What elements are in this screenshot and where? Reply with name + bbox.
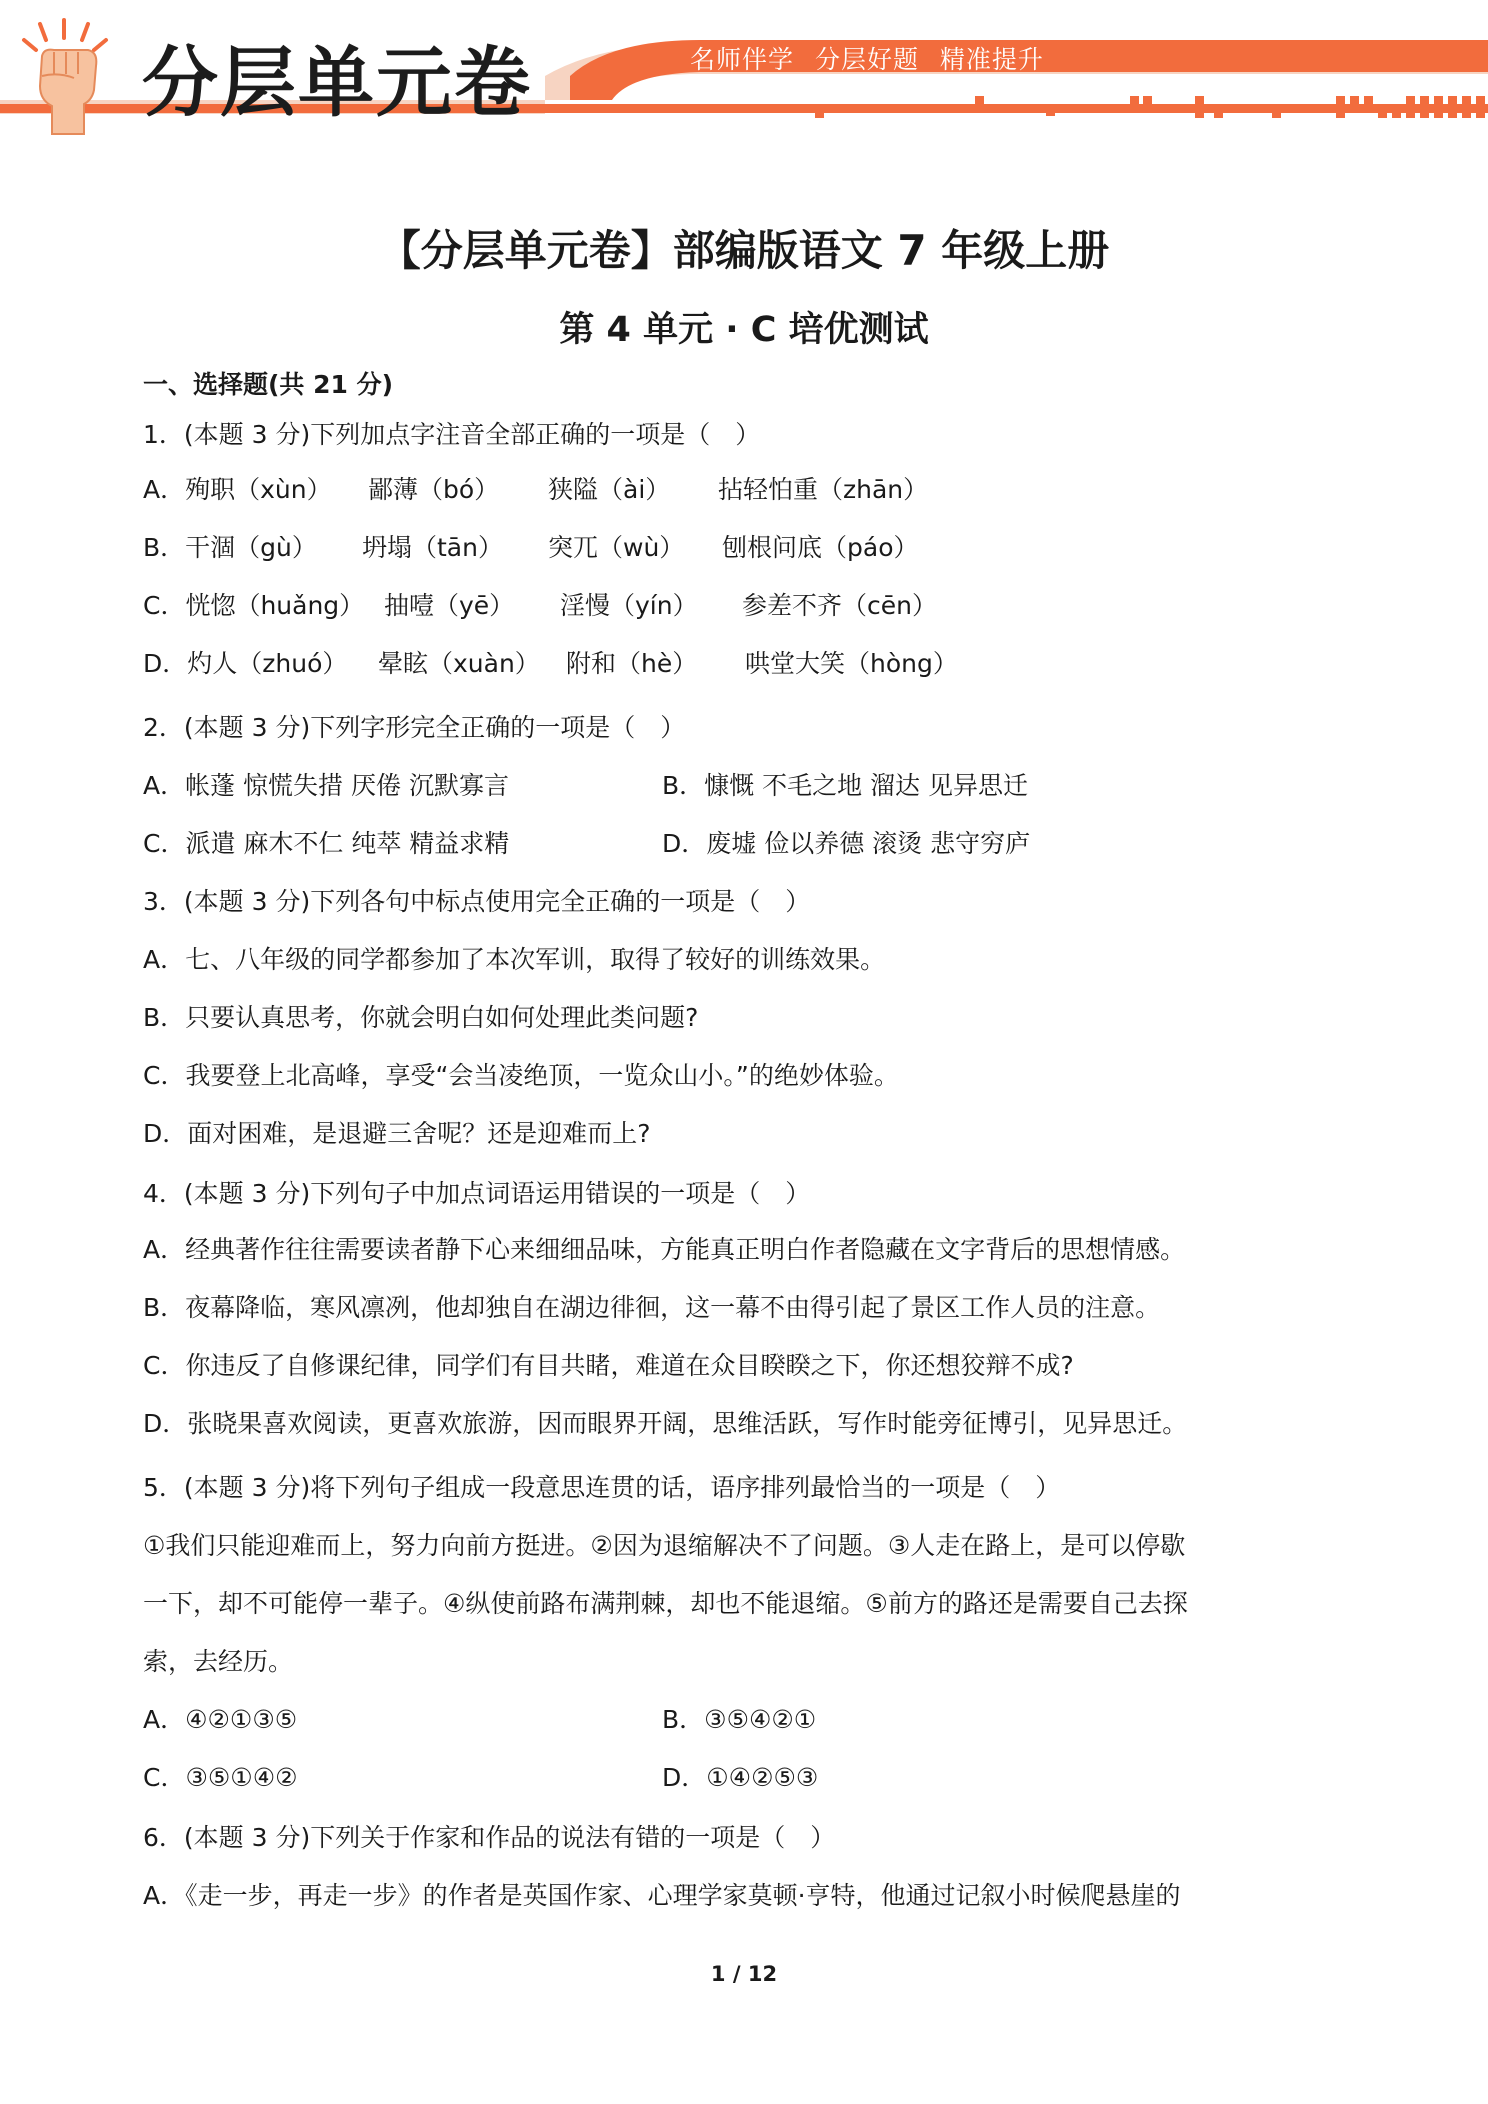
q3-option-d: D．面对困难，是退避三舍呢？还是迎难而上? bbox=[143, 1119, 651, 1148]
question-4-stem: 4．(本题 3 分)下列句子中加点词语运用错误的一项是（ ） bbox=[143, 1179, 811, 1208]
question-5-stem: 5．(本题 3 分)将下列句子组成一段意思连贯的话，语序排列最恰当的一项是（ ） bbox=[143, 1473, 1061, 1502]
q4-option-a: A．经典著作往往需要读者静下心来细细品味，方能真正明白作者隐藏在文字背后的思想情感。 bbox=[143, 1235, 1186, 1264]
q1-option-a-1: A．殉职（xùn） bbox=[143, 475, 332, 504]
q1-option-b-3: 突兀（wù） bbox=[548, 533, 685, 562]
q1-option-b-1: B．干涸（gù） bbox=[143, 533, 317, 562]
question-2-stem: 2．(本题 3 分)下列字形完全正确的一项是（ ） bbox=[143, 713, 686, 742]
q2-option-d: D．废墟 俭以养德 滚烫 悲守穷庐 bbox=[662, 829, 1031, 858]
q5-option-a: A．④②①③⑤ bbox=[143, 1705, 298, 1734]
page-header bbox=[0, 0, 1488, 150]
q1-option-d-1: D．灼人（zhuó） bbox=[143, 649, 348, 678]
q1-option-c-2: 抽噎（yē） bbox=[384, 591, 515, 620]
q1-option-a-4: 拈轻怕重（zhān） bbox=[718, 475, 929, 504]
question-6-stem: 6．(本题 3 分)下列关于作家和作品的说法有错的一项是（ ） bbox=[143, 1823, 836, 1852]
raised-fist-icon bbox=[14, 18, 114, 138]
q2-option-b: B．慷慨 不毛之地 溜达 见异思迁 bbox=[662, 771, 1028, 800]
document-title: 【分层单元卷】部编版语文 7 年级上册 bbox=[378, 226, 1110, 275]
question-1-stem: 1．(本题 3 分)下列加点字注音全部正确的一项是（ ） bbox=[143, 420, 761, 449]
q3-option-c: C．我要登上北高峰，享受“会当凌绝顶，一览众山小。”的绝妙体验。 bbox=[143, 1061, 899, 1090]
q5-option-d: D．①④②⑤③ bbox=[662, 1763, 819, 1792]
q2-option-c: C．派遣 麻木不仁 纯萃 精益求精 bbox=[143, 829, 510, 858]
q5-passage-line-2: 一下，却不可能停一辈子。④纵使前路布满荆棘，却也不能退缩。⑤前方的路还是需要自己去探 bbox=[143, 1589, 1188, 1618]
header-slogan: 名师伴学 分层好题 精准提升 bbox=[690, 45, 1044, 74]
q5-passage-line-3: 索，去经历。 bbox=[143, 1647, 294, 1676]
q1-option-d-2: 晕眩（xuàn） bbox=[378, 649, 540, 678]
q2-option-a: A．帐蓬 惊慌失措 厌倦 沉默寡言 bbox=[143, 771, 509, 800]
q1-option-b-2: 坍塌（tān） bbox=[362, 533, 503, 562]
q5-option-c: C．③⑤①④② bbox=[143, 1763, 298, 1792]
q1-option-b-4: 刨根问底（páo） bbox=[722, 533, 919, 562]
q3-option-b: B．只要认真思考，你就会明白如何处理此类问题? bbox=[143, 1003, 699, 1032]
q1-option-d-4: 哄堂大笑（hòng） bbox=[745, 649, 958, 678]
q5-option-b: B．③⑤④②① bbox=[662, 1705, 817, 1734]
question-3-stem: 3．(本题 3 分)下列各句中标点使用完全正确的一项是（ ） bbox=[143, 887, 811, 916]
q4-option-b: B．夜幕降临，寒风凛冽，他却独自在湖边徘徊，这一幕不由得引起了景区工作人员的注意。 bbox=[143, 1293, 1161, 1322]
q1-option-c-1: C．恍惚（huǎng） bbox=[143, 591, 365, 620]
section-heading: 一、选择题(共 21 分) bbox=[143, 370, 394, 399]
q1-option-a-3: 狭隘（ài） bbox=[548, 475, 671, 504]
q1-option-c-4: 参差不齐（cēn） bbox=[742, 591, 937, 620]
brand-title: 分层单元卷 bbox=[142, 38, 532, 127]
q6-option-a: A．《走一步，再走一步》的作者是英国作家、心理学家莫顿·亨特，他通过记叙小时候爬悬崖的 bbox=[143, 1881, 1181, 1910]
q1-option-c-3: 淫慢（yín） bbox=[560, 591, 698, 620]
q3-option-a: A．七、八年级的同学都参加了本次军训，取得了较好的训练效果。 bbox=[143, 945, 886, 974]
q1-option-a-2: 鄙薄（bó） bbox=[368, 475, 500, 504]
page-number: 1 / 12 bbox=[710, 1962, 778, 1986]
document-subtitle: 第 4 单元 · C 培优测试 bbox=[559, 310, 929, 350]
q5-passage-line-1: ①我们只能迎难而上，努力向前方挺进。②因为退缩解决不了问题。③人走在路上，是可以停歇 bbox=[143, 1531, 1186, 1560]
q4-option-c: C．你违反了自修课纪律，同学们有目共睹，难道在众目睽睽之下，你还想狡辩不成? bbox=[143, 1351, 1074, 1380]
q1-option-d-3: 附和（hè） bbox=[566, 649, 698, 678]
q4-option-d: D．张晓果喜欢阅读，更喜欢旅游，因而眼界开阔，思维活跃，写作时能旁征博引，见异思迁。 bbox=[143, 1409, 1188, 1438]
